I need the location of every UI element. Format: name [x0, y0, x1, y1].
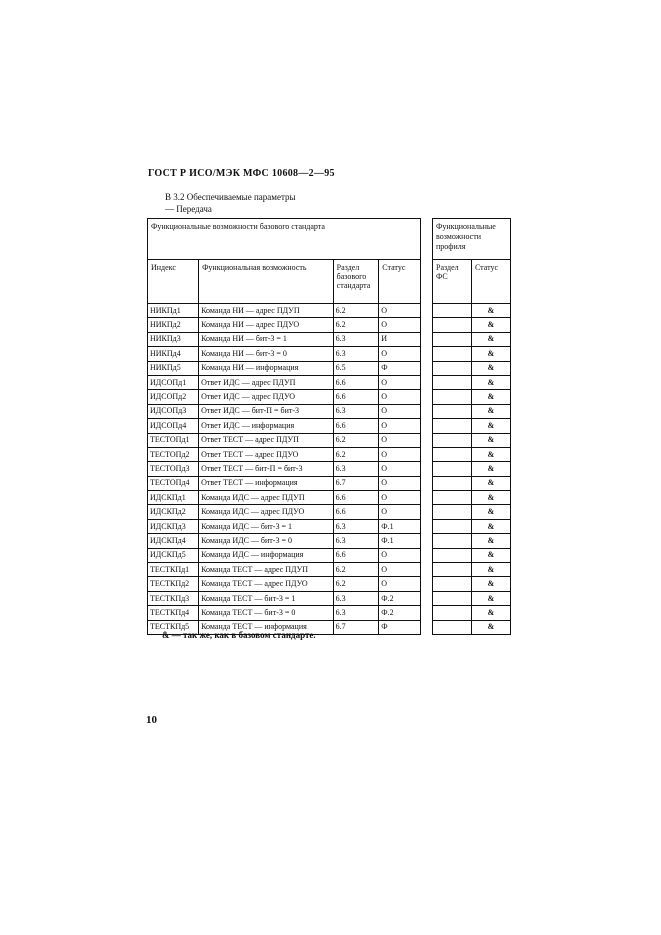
- cell-status: О: [379, 419, 421, 433]
- cell-function: Команда НИ — бит-3 = 1: [199, 332, 334, 346]
- profile-row: [433, 620, 511, 634]
- table-row: [148, 404, 421, 418]
- cell-profile-section: [433, 318, 472, 332]
- cell-profile-status: &: [471, 620, 510, 634]
- table-row: [148, 433, 421, 447]
- cell-function: Команда НИ — адрес ПДУП: [199, 304, 334, 318]
- cell-profile-status: &: [471, 548, 510, 562]
- cell-section: 6.3: [333, 332, 379, 346]
- cell-section: 6.3: [333, 462, 379, 476]
- cell-profile-status: &: [471, 375, 510, 389]
- cell-profile-status: &: [471, 447, 510, 461]
- cell-profile-section: [433, 534, 472, 548]
- footnote: & — так же, как в базовом стандарте.: [162, 630, 316, 640]
- profile-row: [433, 304, 511, 318]
- cell-section: 6.7: [333, 476, 379, 490]
- profile-row: [433, 606, 511, 620]
- table-row: [148, 548, 421, 562]
- profile-row: [433, 534, 511, 548]
- cell-index: ИДСКПд2: [148, 505, 199, 519]
- table-row: [148, 447, 421, 461]
- cell-index: НИКПд4: [148, 347, 199, 361]
- profile-row: [433, 591, 511, 605]
- group-header-profile: Функциональные возможности профиля: [433, 219, 511, 260]
- cell-status: Ф.1: [379, 534, 421, 548]
- cell-section: 6.3: [333, 534, 379, 548]
- cell-profile-section: [433, 304, 472, 318]
- cell-profile-section: [433, 505, 472, 519]
- profile-row: [433, 318, 511, 332]
- cell-index: ИДСОПд2: [148, 390, 199, 404]
- cell-index: ИДСКПд4: [148, 534, 199, 548]
- cell-status: О: [379, 375, 421, 389]
- cell-status: О: [379, 390, 421, 404]
- cell-status: Ф.2: [379, 591, 421, 605]
- table-row: [148, 534, 421, 548]
- profile-row: [433, 563, 511, 577]
- cell-section: 6.3: [333, 404, 379, 418]
- table-row: [148, 304, 421, 318]
- cell-profile-status: &: [471, 534, 510, 548]
- profile-row: [433, 347, 511, 361]
- profile-row: [433, 332, 511, 346]
- cell-status: О: [379, 433, 421, 447]
- cell-function: Ответ ИДС — адрес ПДУО: [199, 390, 334, 404]
- profile-row: [433, 462, 511, 476]
- profile-row: [433, 476, 511, 490]
- cell-profile-section: [433, 577, 472, 591]
- profile-row: [433, 390, 511, 404]
- cell-profile-status: &: [471, 347, 510, 361]
- cell-status: О: [379, 347, 421, 361]
- cell-profile-section: [433, 347, 472, 361]
- cell-section: 6.6: [333, 548, 379, 562]
- section-title: В 3.2 Обеспечиваемые параметры: [165, 192, 296, 202]
- cell-profile-section: [433, 404, 472, 418]
- cell-index: ИДСКПд3: [148, 519, 199, 533]
- cell-function: Команда ИДС — бит-3 = 1: [199, 519, 334, 533]
- cell-profile-status: &: [471, 462, 510, 476]
- cell-profile-status: &: [471, 591, 510, 605]
- cell-index: ИДСОПд4: [148, 419, 199, 433]
- cell-status: Ф: [379, 361, 421, 375]
- cell-index: ТЕСТОПд3: [148, 462, 199, 476]
- cell-function: Команда ТЕСТ — адрес ПДУП: [199, 563, 334, 577]
- cell-status: О: [379, 404, 421, 418]
- cell-status: О: [379, 304, 421, 318]
- cell-function: Ответ ИДС — бит-П = бит-3: [199, 404, 334, 418]
- page-number: 10: [146, 714, 157, 726]
- table-row: [148, 476, 421, 490]
- cell-index: ТЕСТКПд5: [148, 620, 199, 634]
- cell-index: ИДСОПд1: [148, 375, 199, 389]
- cell-profile-section: [433, 390, 472, 404]
- table-row: [148, 563, 421, 577]
- cell-profile-status: &: [471, 491, 510, 505]
- profile-row: [433, 419, 511, 433]
- cell-profile-section: [433, 476, 472, 490]
- section-subtitle: — Передача: [165, 204, 212, 214]
- cell-index: ИДСКПд1: [148, 491, 199, 505]
- cell-status: О: [379, 476, 421, 490]
- profile-row: [433, 433, 511, 447]
- cell-profile-status: &: [471, 476, 510, 490]
- cell-profile-status: &: [471, 361, 510, 375]
- cell-function: Команда ТЕСТ — бит-3 = 0: [199, 606, 334, 620]
- cell-profile-section: [433, 519, 472, 533]
- cell-section: 6.6: [333, 491, 379, 505]
- cell-function: Команда ИДС — информация: [199, 548, 334, 562]
- col-header-status: Статус: [379, 260, 421, 304]
- cell-index: ТЕСТОПд1: [148, 433, 199, 447]
- cell-profile-status: &: [471, 304, 510, 318]
- cell-status: Ф.2: [379, 606, 421, 620]
- table-row: [148, 505, 421, 519]
- cell-section: 6.6: [333, 375, 379, 389]
- table-row: [148, 347, 421, 361]
- cell-profile-section: [433, 548, 472, 562]
- cell-profile-status: &: [471, 404, 510, 418]
- cell-profile-section: [433, 491, 472, 505]
- cell-function: Ответ ИДС — адрес ПДУП: [199, 375, 334, 389]
- col-header-index: Индекс: [148, 260, 199, 304]
- cell-section: 6.6: [333, 505, 379, 519]
- cell-function: Команда ИДС — адрес ПДУО: [199, 505, 334, 519]
- cell-section: 6.3: [333, 591, 379, 605]
- cell-function: Команда ТЕСТ — бит-3 = 1: [199, 591, 334, 605]
- table-row: [148, 318, 421, 332]
- profile-row: [433, 505, 511, 519]
- cell-function: Ответ ТЕСТ — информация: [199, 476, 334, 490]
- cell-index: ТЕСТКПд2: [148, 577, 199, 591]
- cell-section: 6.3: [333, 606, 379, 620]
- cell-index: НИКПд5: [148, 361, 199, 375]
- cell-profile-status: &: [471, 332, 510, 346]
- cell-profile-status: &: [471, 390, 510, 404]
- cell-status: О: [379, 462, 421, 476]
- cell-index: ТЕСТКПд1: [148, 563, 199, 577]
- group-header-base: Функциональные возможности базового стандарта: [148, 219, 421, 260]
- cell-function: Команда НИ — адрес ПДУО: [199, 318, 334, 332]
- cell-function: Ответ ТЕСТ — адрес ПДУП: [199, 433, 334, 447]
- profile-row: [433, 519, 511, 533]
- col-header-section: Раздел базового стандарта: [333, 260, 379, 304]
- cell-profile-section: [433, 591, 472, 605]
- cell-section: 6.2: [333, 304, 379, 318]
- cell-status: О: [379, 577, 421, 591]
- profile-row: [433, 375, 511, 389]
- table-row: [148, 491, 421, 505]
- profile-row: [433, 577, 511, 591]
- cell-profile-status: &: [471, 577, 510, 591]
- cell-index: ТЕСТКПд4: [148, 606, 199, 620]
- cell-status: И: [379, 332, 421, 346]
- cell-profile-status: &: [471, 519, 510, 533]
- cell-profile-section: [433, 620, 472, 634]
- table-row: [148, 519, 421, 533]
- cell-profile-status: &: [471, 563, 510, 577]
- cell-function: Ответ ТЕСТ — адрес ПДУО: [199, 447, 334, 461]
- profile-table: [432, 218, 511, 635]
- profile-row: [433, 491, 511, 505]
- cell-section: 6.2: [333, 577, 379, 591]
- cell-section: 6.2: [333, 318, 379, 332]
- cell-function: Команда ИДС — бит-3 = 0: [199, 534, 334, 548]
- cell-status: О: [379, 318, 421, 332]
- cell-index: НИКПд2: [148, 318, 199, 332]
- cell-section: 6.6: [333, 419, 379, 433]
- cell-status: О: [379, 491, 421, 505]
- cell-profile-section: [433, 332, 472, 346]
- cell-function: Команда ТЕСТ — информация: [199, 620, 334, 634]
- cell-status: Ф.1: [379, 519, 421, 533]
- cell-section: 6.3: [333, 347, 379, 361]
- cell-section: 6.2: [333, 447, 379, 461]
- cell-profile-section: [433, 462, 472, 476]
- cell-index: ИДСКПд5: [148, 548, 199, 562]
- cell-profile-status: &: [471, 419, 510, 433]
- cell-function: Команда ИДС — адрес ПДУП: [199, 491, 334, 505]
- table-row: [148, 462, 421, 476]
- cell-function: Ответ ТЕСТ — бит-П = бит-3: [199, 462, 334, 476]
- cell-profile-section: [433, 447, 472, 461]
- cell-section: 6.2: [333, 563, 379, 577]
- cell-function: Команда НИ — информация: [199, 361, 334, 375]
- cell-function: Команда ТЕСТ — адрес ПДУО: [199, 577, 334, 591]
- cell-profile-section: [433, 606, 472, 620]
- cell-index: НИКПд3: [148, 332, 199, 346]
- cell-profile-status: &: [471, 505, 510, 519]
- cell-index: ТЕСТОПд4: [148, 476, 199, 490]
- table-row: [148, 332, 421, 346]
- cell-profile-section: [433, 361, 472, 375]
- cell-index: ТЕСТКПд3: [148, 591, 199, 605]
- table-row: [148, 361, 421, 375]
- cell-profile-status: &: [471, 606, 510, 620]
- table-row: [148, 419, 421, 433]
- cell-profile-status: &: [471, 433, 510, 447]
- table-row: [148, 390, 421, 404]
- profile-row: [433, 447, 511, 461]
- cell-section: 6.7: [333, 620, 379, 634]
- cell-profile-status: &: [471, 318, 510, 332]
- cell-section: 6.5: [333, 361, 379, 375]
- cell-profile-section: [433, 563, 472, 577]
- document-header: ГОСТ Р ИСО/МЭК МФС 10608—2—95: [148, 168, 335, 179]
- cell-index: НИКПд1: [148, 304, 199, 318]
- cell-status: О: [379, 505, 421, 519]
- col-header-profile-section: Раздел ФС: [433, 260, 472, 304]
- profile-row: [433, 404, 511, 418]
- table-row: [148, 375, 421, 389]
- table-row: [148, 577, 421, 591]
- cell-section: 6.2: [333, 433, 379, 447]
- cell-function: Ответ ИДС — информация: [199, 419, 334, 433]
- cell-function: Команда НИ — бит-3 = 0: [199, 347, 334, 361]
- cell-profile-section: [433, 419, 472, 433]
- table-row: [148, 606, 421, 620]
- base-standard-table: [147, 218, 421, 635]
- cell-status: О: [379, 447, 421, 461]
- table-row: [148, 591, 421, 605]
- col-header-profile-status: Статус: [471, 260, 510, 304]
- cell-index: ИДСОПд3: [148, 404, 199, 418]
- cell-profile-section: [433, 375, 472, 389]
- profile-row: [433, 361, 511, 375]
- cell-section: 6.6: [333, 390, 379, 404]
- cell-profile-section: [433, 433, 472, 447]
- cell-section: 6.3: [333, 519, 379, 533]
- cell-status: О: [379, 548, 421, 562]
- cell-status: О: [379, 563, 421, 577]
- cell-index: ТЕСТОПд2: [148, 447, 199, 461]
- col-header-function: Функциональная возможность: [199, 260, 334, 304]
- profile-row: [433, 548, 511, 562]
- cell-status: Ф: [379, 620, 421, 634]
